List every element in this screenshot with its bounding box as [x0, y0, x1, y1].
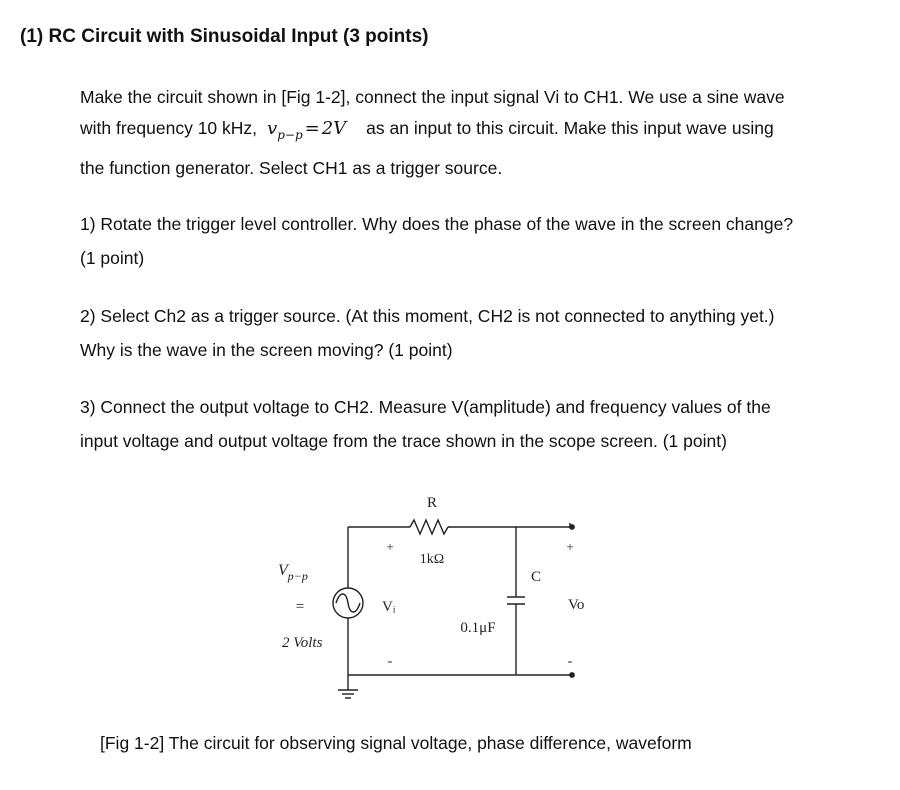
- question-2-line-1: 2) Select Ch2 as a trigger source. (At this moment, CH2 is not connected to anything yet.): [80, 306, 775, 326]
- question-3-line-1: 3) Connect the output voltage to CH2. Measure V(amplitude) and frequency values of the: [80, 397, 771, 417]
- input-label: Vᵢ: [382, 599, 396, 615]
- resistor-label: R: [426, 495, 438, 511]
- capacitor-label: C: [530, 569, 542, 585]
- figure-caption: [Fig 1-2] The circuit for observing signal voltage, phase difference, waveform: [100, 733, 692, 753]
- question-1-line-1: 1) Rotate the trigger level controller. Why does the phase of the wave in the screen change?: [80, 214, 794, 234]
- intro-line-1: Make the circuit shown in [Fig 1-2], connect the input signal Vi to CH1. We use a sine wave: [80, 87, 785, 107]
- source-equals: =: [295, 599, 305, 615]
- intro-line-3: the function generator. Select CH1 as a trigger source.: [80, 158, 503, 178]
- source-vpp-symbol: $V_{p-p}$: [278, 562, 308, 583]
- resistor-value: 1kΩ: [419, 552, 445, 567]
- intro-line-2-before: with frequency 10 kHz,: [80, 118, 258, 138]
- capacitor-value: 0.1μF: [460, 620, 496, 636]
- output-terminal-bottom: [570, 673, 574, 677]
- intro-line-2-after: as an input to this circuit. Make this input wave using: [366, 118, 774, 138]
- resistor-symbol: [410, 520, 448, 534]
- output-minus-sign: -: [567, 654, 573, 669]
- source-value: 2 Volts: [282, 635, 323, 651]
- intro-line-2: [80, 118, 774, 142]
- rc-circuit-diagram: [270, 485, 600, 710]
- question-1-line-2: (1 point): [80, 248, 145, 268]
- question-3-line-2: input voltage and output voltage from the trace shown in the scope screen. (1 point): [80, 431, 727, 451]
- section-heading: (1) RC Circuit with Sinusoidal Input (3 points): [20, 26, 429, 47]
- input-minus-sign: -: [387, 654, 393, 669]
- question-2-line-2: Why is the wave in the screen moving? (1 point): [80, 340, 453, 360]
- sine-icon: [336, 594, 360, 612]
- output-terminal-top: [570, 525, 574, 529]
- vpp-expression: $v_{p-p} = 2V$: [267, 118, 347, 142]
- output-plus-sign: +: [566, 539, 574, 554]
- input-plus-sign: +: [386, 539, 394, 554]
- output-label: Vo: [568, 597, 585, 613]
